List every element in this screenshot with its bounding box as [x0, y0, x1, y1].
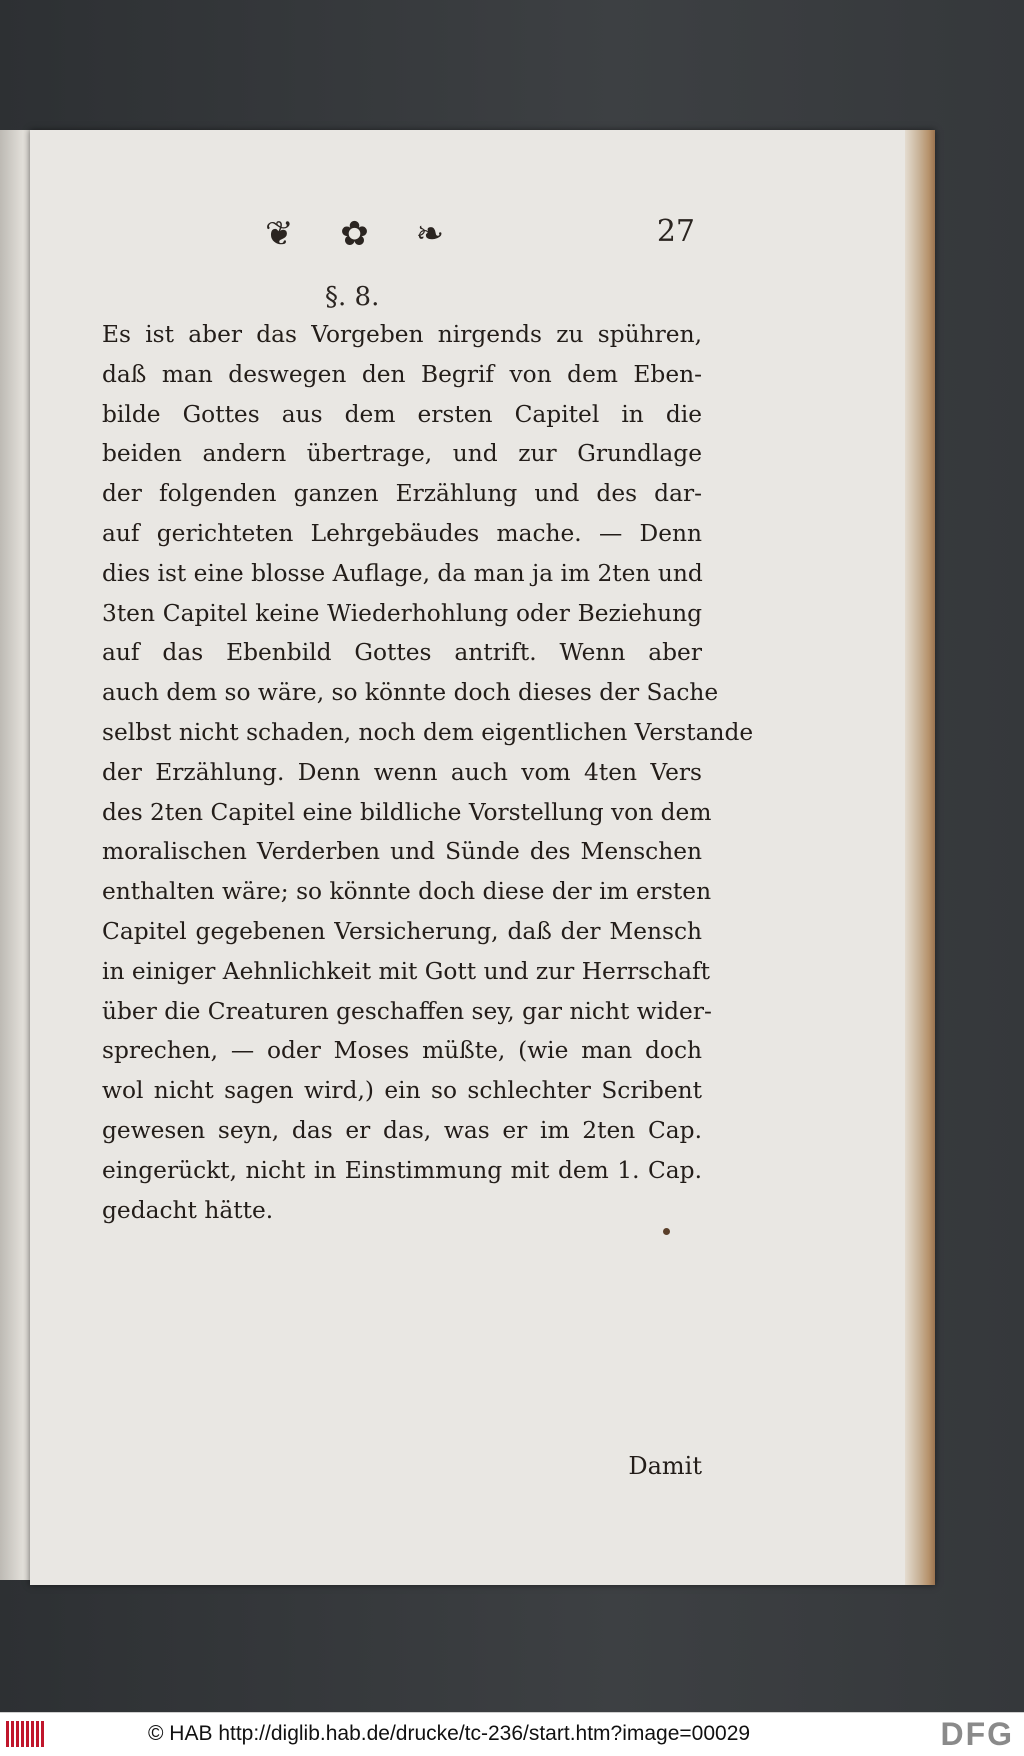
- ornament-icon: ❦ ✿ ❧: [265, 214, 463, 254]
- text-line: des 2ten Capitel eine bildliche Vorstellung von dem: [102, 798, 712, 826]
- text-line: sprechen, — oder Moses müßte, (wie man doch: [102, 1037, 702, 1065]
- text-line: der Erzählung. Denn wenn auch vom 4ten Vers: [102, 758, 702, 786]
- text-line: in einiger Aehnlichkeit mit Gott und zur Herrschaft: [102, 957, 710, 985]
- barcode-icon: [6, 1721, 44, 1747]
- dfg-logo: DFG: [940, 1716, 1014, 1752]
- catchword: Damit: [628, 1452, 702, 1480]
- text-line: eingerückt, nicht in Einstimmung mit dem 1. Cap.: [102, 1156, 702, 1184]
- book-page: [30, 130, 935, 1585]
- page-number: 27: [656, 214, 695, 249]
- text-line: über die Creaturen geschaffen sey, gar nicht wider-: [102, 997, 712, 1025]
- text-line: auf das Ebenbild Gottes antrift. Wenn aber: [102, 639, 702, 667]
- text-line: dies ist eine blosse Auflage, da man ja im 2ten und: [102, 559, 703, 587]
- text-line: auf gerichteten Lehrgebäudes mache. — Denn: [102, 519, 702, 547]
- text-line: gewesen seyn, das er das, was er im 2ten Cap.: [102, 1116, 702, 1144]
- text-line: daß man deswegen den Begrif von dem Eben-: [102, 360, 702, 388]
- text-line: selbst nicht schaden, noch dem eigentlichen Verstande: [102, 718, 754, 746]
- page-header: [235, 210, 695, 260]
- text-line: enthalten wäre; so könnte doch diese der im ersten: [102, 878, 712, 906]
- footer-bar: [0, 1712, 1024, 1756]
- text-line: 3ten Capitel keine Wiederhohlung oder Beziehung: [102, 599, 702, 627]
- text-line: gedacht hätte.: [102, 1196, 274, 1224]
- text-line: wol nicht sagen wird,) ein so schlechter Scribent: [102, 1077, 702, 1105]
- text-line: beiden andern übertrage, und zur Grundlage: [102, 440, 702, 468]
- page-fore-edge: [905, 130, 935, 1585]
- text-line: Capitel gegebenen Versicherung, daß der Mensch: [102, 917, 702, 945]
- text-line: auch dem so wäre, so könnte doch dieses der Sache: [102, 679, 719, 707]
- section-heading: §. 8.: [325, 282, 380, 312]
- text-line: der folgenden ganzen Erzählung und des dar-: [102, 480, 702, 508]
- ink-dot: [663, 1228, 670, 1235]
- copyright-link[interactable]: © HAB http://diglib.hab.de/drucke/tc-236/start.htm?image=00029: [148, 1722, 751, 1745]
- text-line: moralischen Verderben und Sünde des Menschen: [102, 838, 702, 866]
- text-line: Es ist aber das Vorgeben nirgends zu spühren,: [102, 321, 702, 348]
- body-text: [102, 315, 754, 1230]
- text-line: bilde Gottes aus dem ersten Capitel in die: [102, 400, 702, 428]
